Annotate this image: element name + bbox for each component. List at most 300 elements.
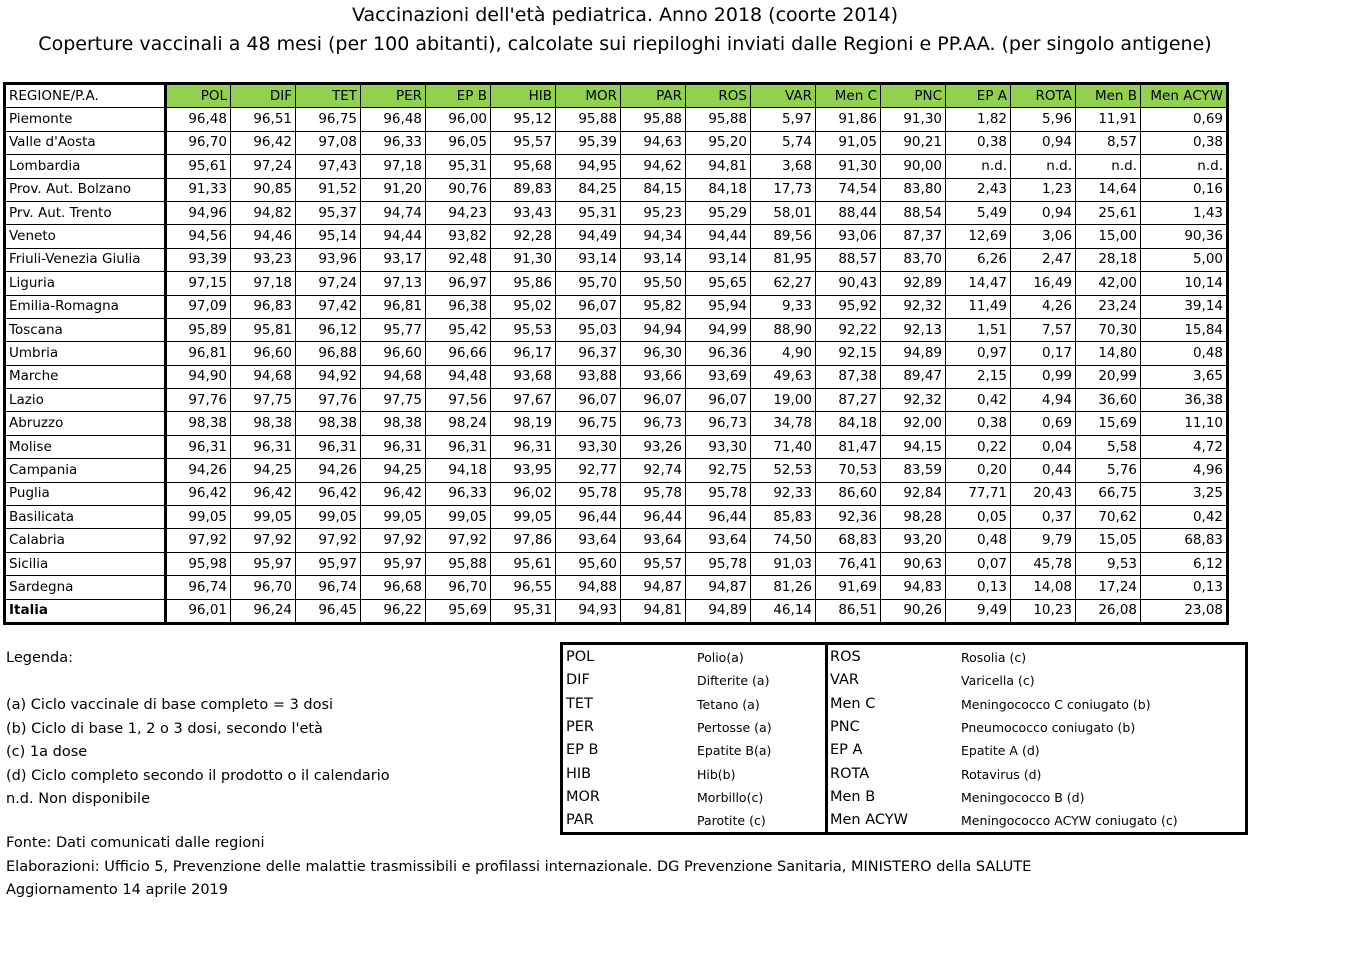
region-name-cell: Emilia-Romagna bbox=[5, 295, 166, 318]
coverage-cell: 97,13 bbox=[361, 272, 426, 295]
legend-abbreviation: POL bbox=[566, 649, 595, 665]
coverage-cell: 94,87 bbox=[686, 576, 751, 599]
coverage-cell: 95,57 bbox=[491, 131, 556, 154]
coverage-cell: 93,64 bbox=[556, 529, 621, 552]
coverage-cell: 0,17 bbox=[1011, 342, 1076, 365]
coverage-cell: 96,51 bbox=[231, 108, 296, 131]
legend-description: Morbillo(c) bbox=[697, 789, 764, 805]
coverage-cell: 93,95 bbox=[491, 459, 556, 482]
coverage-cell: 96,01 bbox=[166, 599, 231, 623]
coverage-cell: 15,84 bbox=[1141, 318, 1228, 341]
table-row bbox=[5, 272, 1228, 295]
coverage-cell: 96,31 bbox=[426, 435, 491, 458]
column-header: VAR bbox=[751, 84, 816, 108]
coverage-cell: 83,70 bbox=[881, 248, 946, 271]
coverage-cell: 17,24 bbox=[1076, 576, 1141, 599]
coverage-cell: 87,37 bbox=[881, 225, 946, 248]
coverage-cell: 28,18 bbox=[1076, 248, 1141, 271]
coverage-cell: 93,23 bbox=[231, 248, 296, 271]
coverage-cell: 94,89 bbox=[881, 342, 946, 365]
table-row bbox=[5, 342, 1228, 365]
coverage-cell: 0,97 bbox=[946, 342, 1011, 365]
coverage-cell: 3,25 bbox=[1141, 482, 1228, 505]
coverage-cell: 88,54 bbox=[881, 201, 946, 224]
coverage-cell: n.d. bbox=[1141, 155, 1228, 178]
coverage-cell: 95,89 bbox=[166, 318, 231, 341]
coverage-cell: 83,59 bbox=[881, 459, 946, 482]
legend-note: (d) Ciclo completo secondo il prodotto o il calendario bbox=[6, 767, 390, 784]
column-header: ROTA bbox=[1011, 84, 1076, 108]
region-name-cell: Valle d'Aosta bbox=[5, 131, 166, 154]
coverage-cell: 0,94 bbox=[1011, 201, 1076, 224]
region-name-cell: Veneto bbox=[5, 225, 166, 248]
coverage-cell: 94,25 bbox=[361, 459, 426, 482]
legend-abbreviation: TET bbox=[566, 695, 593, 712]
legend-description: Hib(b) bbox=[697, 766, 736, 782]
coverage-cell: 97,08 bbox=[296, 131, 361, 154]
coverage-cell: 96,31 bbox=[166, 435, 231, 458]
coverage-cell: 97,18 bbox=[231, 272, 296, 295]
column-header: MOR bbox=[556, 84, 621, 108]
coverage-cell: 97,75 bbox=[231, 389, 296, 412]
legend-description: Meningococco ACYW coniugato (c) bbox=[961, 813, 1178, 829]
coverage-cell: 91,30 bbox=[881, 108, 946, 131]
coverage-cell: 93,82 bbox=[426, 225, 491, 248]
coverage-cell: 5,97 bbox=[751, 108, 816, 131]
coverage-cell: 7,57 bbox=[1011, 318, 1076, 341]
coverage-cell: 87,27 bbox=[816, 389, 881, 412]
coverage-cell: 97,24 bbox=[231, 155, 296, 178]
coverage-cell: 94,88 bbox=[556, 576, 621, 599]
column-header: REGIONE/P.A. bbox=[5, 84, 166, 108]
coverage-cell: 0,42 bbox=[946, 389, 1011, 412]
coverage-cell: 94,44 bbox=[361, 225, 426, 248]
coverage-cell: 94,44 bbox=[686, 225, 751, 248]
coverage-cell: 96,37 bbox=[556, 342, 621, 365]
coverage-cell: 5,76 bbox=[1076, 459, 1141, 482]
coverage-cell: 11,49 bbox=[946, 295, 1011, 318]
coverage-cell: 95,88 bbox=[621, 108, 686, 131]
coverage-cell: 95,61 bbox=[166, 155, 231, 178]
legend-abbreviation: PNC bbox=[830, 718, 860, 735]
coverage-cell: 96,60 bbox=[361, 342, 426, 365]
coverage-cell: 0,69 bbox=[1011, 412, 1076, 435]
coverage-cell: 93,26 bbox=[621, 435, 686, 458]
region-name-cell: Piemonte bbox=[5, 108, 166, 131]
coverage-cell: 96,73 bbox=[621, 412, 686, 435]
legend-abbreviation: DIF bbox=[566, 672, 590, 689]
table-row bbox=[5, 248, 1228, 271]
footer-line: Fonte: Dati comunicati dalle regioni bbox=[6, 835, 265, 851]
coverage-cell: 15,69 bbox=[1076, 412, 1141, 435]
coverage-cell: 92,36 bbox=[816, 506, 881, 529]
coverage-cell: 91,20 bbox=[361, 178, 426, 201]
coverage-cell: 58,01 bbox=[751, 201, 816, 224]
coverage-cell: 96,75 bbox=[556, 412, 621, 435]
coverage-cell: 95,53 bbox=[491, 318, 556, 341]
coverage-cell: 99,05 bbox=[491, 506, 556, 529]
region-name-cell: Toscana bbox=[5, 318, 166, 341]
coverage-cell: 92,33 bbox=[751, 482, 816, 505]
legend-abbreviation: EP A bbox=[830, 742, 863, 759]
legend-description: Polio(a) bbox=[697, 650, 744, 665]
coverage-cell: 96,83 bbox=[231, 295, 296, 318]
coverage-cell: 90,26 bbox=[881, 599, 946, 623]
coverage-cell: 97,15 bbox=[166, 272, 231, 295]
coverage-cell: 90,63 bbox=[881, 552, 946, 575]
coverage-cell: 96,70 bbox=[426, 576, 491, 599]
coverage-cell: 36,38 bbox=[1141, 389, 1228, 412]
coverage-cell: 94,92 bbox=[296, 365, 361, 388]
legend-box bbox=[560, 642, 1248, 835]
coverage-cell: 96,70 bbox=[231, 576, 296, 599]
table-row bbox=[5, 576, 1228, 599]
coverage-cell: 96,44 bbox=[686, 506, 751, 529]
legend-abbreviation: PER bbox=[566, 718, 594, 735]
legend-description: Varicella (c) bbox=[961, 673, 1035, 689]
coverage-cell: 81,95 bbox=[751, 248, 816, 271]
coverage-cell: 95,29 bbox=[686, 201, 751, 224]
coverage-cell: 4,72 bbox=[1141, 435, 1228, 458]
coverage-cell: 94,99 bbox=[686, 318, 751, 341]
column-header: PNC bbox=[881, 84, 946, 108]
legend-description: Pneumococco coniugato (b) bbox=[961, 719, 1136, 735]
coverage-cell: 9,49 bbox=[946, 599, 1011, 623]
coverage-cell: 96,42 bbox=[231, 131, 296, 154]
legend-description: Rosolia (c) bbox=[961, 650, 1027, 665]
coverage-cell: 0,99 bbox=[1011, 365, 1076, 388]
coverage-cell: 95,68 bbox=[491, 155, 556, 178]
coverage-cell: 84,18 bbox=[816, 412, 881, 435]
legend-abbreviation: Men C bbox=[830, 695, 876, 712]
coverage-cell: 16,49 bbox=[1011, 272, 1076, 295]
coverage-cell: 1,51 bbox=[946, 318, 1011, 341]
coverage-cell: 95,97 bbox=[361, 552, 426, 575]
coverage-cell: 2,47 bbox=[1011, 248, 1076, 271]
coverage-cell: 97,76 bbox=[296, 389, 361, 412]
coverage-cell: 94,46 bbox=[231, 225, 296, 248]
coverage-cell: 95,69 bbox=[426, 599, 491, 623]
coverage-cell: 90,36 bbox=[1141, 225, 1228, 248]
legend-note: (a) Ciclo vaccinale di base completo = 3 dosi bbox=[6, 697, 334, 713]
coverage-cell: 9,53 bbox=[1076, 552, 1141, 575]
coverage-cell: 77,71 bbox=[946, 482, 1011, 505]
coverage-cell: 92,74 bbox=[621, 459, 686, 482]
coverage-cell: 94,68 bbox=[231, 365, 296, 388]
coverage-cell: 96,44 bbox=[556, 506, 621, 529]
coverage-cell: 83,80 bbox=[881, 178, 946, 201]
coverage-cell: 11,10 bbox=[1141, 412, 1228, 435]
table-row bbox=[5, 155, 1228, 178]
coverage-cell: 97,42 bbox=[296, 295, 361, 318]
coverage-cell: 14,64 bbox=[1076, 178, 1141, 201]
coverage-cell: 93,14 bbox=[686, 248, 751, 271]
coverage-cell: 91,30 bbox=[816, 155, 881, 178]
coverage-cell: 19,00 bbox=[751, 389, 816, 412]
coverage-cell: 95,31 bbox=[426, 155, 491, 178]
coverage-cell: 9,79 bbox=[1011, 529, 1076, 552]
region-name-cell: Molise bbox=[5, 435, 166, 458]
coverage-cell: 95,86 bbox=[491, 272, 556, 295]
coverage-cell: 95,92 bbox=[816, 295, 881, 318]
coverage-cell: 3,65 bbox=[1141, 365, 1228, 388]
coverage-cell: 8,57 bbox=[1076, 131, 1141, 154]
coverage-cell: 93,66 bbox=[621, 365, 686, 388]
coverage-cell: 94,62 bbox=[621, 155, 686, 178]
coverage-cell: 94,87 bbox=[621, 576, 686, 599]
coverage-cell: 97,92 bbox=[166, 529, 231, 552]
coverage-cell: 93,64 bbox=[621, 529, 686, 552]
coverage-cell: 49,63 bbox=[751, 365, 816, 388]
coverage-cell: 96,60 bbox=[231, 342, 296, 365]
column-header: ROS bbox=[686, 84, 751, 108]
coverage-cell: 0,20 bbox=[946, 459, 1011, 482]
legend-description: Epatite B(a) bbox=[697, 743, 772, 759]
coverage-cell: 96,07 bbox=[621, 389, 686, 412]
coverage-cell: 96,75 bbox=[296, 108, 361, 131]
coverage-cell: 89,83 bbox=[491, 178, 556, 201]
coverage-cell: 95,78 bbox=[621, 482, 686, 505]
legend-abbreviation: Men B bbox=[830, 788, 876, 805]
coverage-cell: 96,42 bbox=[166, 482, 231, 505]
coverage-cell: 10,23 bbox=[1011, 599, 1076, 623]
region-name-cell: Marche bbox=[5, 365, 166, 388]
coverage-cell: 90,76 bbox=[426, 178, 491, 201]
legend-title: Legenda: bbox=[6, 650, 74, 666]
coverage-cell: 98,28 bbox=[881, 506, 946, 529]
coverage-cell: 81,47 bbox=[816, 435, 881, 458]
coverage-cell: 10,14 bbox=[1141, 272, 1228, 295]
coverage-cell: 99,05 bbox=[361, 506, 426, 529]
coverage-cell: 86,51 bbox=[816, 599, 881, 623]
coverage-cell: 96,36 bbox=[686, 342, 751, 365]
coverage-cell: 94,90 bbox=[166, 365, 231, 388]
coverage-cell: 98,38 bbox=[166, 412, 231, 435]
column-header: Men C bbox=[816, 84, 881, 108]
column-header: EP B bbox=[426, 84, 491, 108]
coverage-cell: 96,74 bbox=[296, 576, 361, 599]
coverage-cell: 96,48 bbox=[166, 108, 231, 131]
coverage-cell: 0,13 bbox=[946, 576, 1011, 599]
coverage-cell: 95,78 bbox=[686, 552, 751, 575]
coverage-cell: 96,30 bbox=[621, 342, 686, 365]
coverage-cell: 95,88 bbox=[556, 108, 621, 131]
coverage-cell: 93,14 bbox=[621, 248, 686, 271]
coverage-cell: 93,96 bbox=[296, 248, 361, 271]
table-row bbox=[5, 225, 1228, 248]
region-name-cell: Prv. Aut. Trento bbox=[5, 201, 166, 224]
coverage-cell: 96,42 bbox=[296, 482, 361, 505]
coverage-cell: 96,74 bbox=[166, 576, 231, 599]
coverage-cell: 96,07 bbox=[556, 295, 621, 318]
coverage-cell: 97,24 bbox=[296, 272, 361, 295]
coverage-cell: 96,70 bbox=[166, 131, 231, 154]
coverage-cell: 95,37 bbox=[296, 201, 361, 224]
legend-abbreviation: HIB bbox=[566, 765, 592, 782]
coverage-cell: 93,17 bbox=[361, 248, 426, 271]
coverage-cell: 0,48 bbox=[1141, 342, 1228, 365]
coverage-cell: n.d. bbox=[946, 155, 1011, 178]
table-row bbox=[5, 108, 1228, 131]
coverage-cell: 96,05 bbox=[426, 131, 491, 154]
coverage-cell: 74,50 bbox=[751, 529, 816, 552]
region-name-cell: Abruzzo bbox=[5, 412, 166, 435]
region-name-cell: Sicilia bbox=[5, 552, 166, 575]
coverage-cell: 0,44 bbox=[1011, 459, 1076, 482]
coverage-cell: 95,78 bbox=[556, 482, 621, 505]
coverage-cell: 39,14 bbox=[1141, 295, 1228, 318]
coverage-cell: 94,93 bbox=[556, 599, 621, 623]
coverage-cell: 96,31 bbox=[231, 435, 296, 458]
coverage-cell: 90,43 bbox=[816, 272, 881, 295]
coverage-cell: 93,20 bbox=[881, 529, 946, 552]
legend-description: Parotite (c) bbox=[697, 813, 766, 829]
coverage-cell: 98,24 bbox=[426, 412, 491, 435]
coverage-cell: 3,68 bbox=[751, 155, 816, 178]
coverage-cell: 70,53 bbox=[816, 459, 881, 482]
coverage-cell: 15,05 bbox=[1076, 529, 1141, 552]
coverage-cell: 96,31 bbox=[361, 435, 426, 458]
coverage-cell: 94,18 bbox=[426, 459, 491, 482]
table-header-row bbox=[5, 84, 1228, 108]
coverage-cell: 97,92 bbox=[426, 529, 491, 552]
legend-abbreviation: MOR bbox=[566, 788, 600, 805]
coverage-cell: 96,81 bbox=[166, 342, 231, 365]
coverage-cell: 96,48 bbox=[361, 108, 426, 131]
coverage-cell: 92,15 bbox=[816, 342, 881, 365]
column-header: PER bbox=[361, 84, 426, 108]
table-row bbox=[5, 506, 1228, 529]
coverage-cell: 84,25 bbox=[556, 178, 621, 201]
legend-description: Difterite (a) bbox=[697, 673, 770, 689]
coverage-cell: 6,26 bbox=[946, 248, 1011, 271]
coverage-cell: 92,89 bbox=[881, 272, 946, 295]
coverage-cell: 45,78 bbox=[1011, 552, 1076, 575]
coverage-cell: 14,80 bbox=[1076, 342, 1141, 365]
coverage-cell: 93,30 bbox=[686, 435, 751, 458]
table-row bbox=[5, 295, 1228, 318]
coverage-cell: 96,00 bbox=[426, 108, 491, 131]
coverage-cell: 96,68 bbox=[361, 576, 426, 599]
region-name-cell: Calabria bbox=[5, 529, 166, 552]
coverage-cell: 0,22 bbox=[946, 435, 1011, 458]
coverage-cell: 97,92 bbox=[361, 529, 426, 552]
table-row bbox=[5, 389, 1228, 412]
coverage-cell: 88,44 bbox=[816, 201, 881, 224]
coverage-cell: 95,20 bbox=[686, 131, 751, 154]
coverage-cell: 91,52 bbox=[296, 178, 361, 201]
table-row bbox=[5, 201, 1228, 224]
legend-note: (b) Ciclo di base 1, 2 o 3 dosi, secondo l'età bbox=[6, 720, 323, 737]
coverage-cell: 94,95 bbox=[556, 155, 621, 178]
legend-description: Meningococco C coniugato (b) bbox=[961, 696, 1151, 712]
coverage-cell: 95,97 bbox=[231, 552, 296, 575]
region-name-cell: Puglia bbox=[5, 482, 166, 505]
coverage-cell: 11,91 bbox=[1076, 108, 1141, 131]
coverage-cell: 95,31 bbox=[556, 201, 621, 224]
coverage-cell: 93,14 bbox=[556, 248, 621, 271]
coverage-cell: 20,43 bbox=[1011, 482, 1076, 505]
coverage-cell: 0,94 bbox=[1011, 131, 1076, 154]
region-name-cell: Italia bbox=[5, 599, 166, 623]
legend-abbreviation: Men ACYW bbox=[830, 812, 908, 829]
coverage-cell: 92,75 bbox=[686, 459, 751, 482]
coverage-cell: 0,07 bbox=[946, 552, 1011, 575]
coverage-cell: 93,64 bbox=[686, 529, 751, 552]
coverage-cell: 5,00 bbox=[1141, 248, 1228, 271]
coverage-cell: 42,00 bbox=[1076, 272, 1141, 295]
region-name-cell: Basilicata bbox=[5, 506, 166, 529]
coverage-cell: 90,85 bbox=[231, 178, 296, 201]
coverage-cell: 94,49 bbox=[556, 225, 621, 248]
coverage-cell: 70,30 bbox=[1076, 318, 1141, 341]
coverage-cell: 94,56 bbox=[166, 225, 231, 248]
coverage-cell: 93,06 bbox=[816, 225, 881, 248]
coverage-cell: 95,88 bbox=[686, 108, 751, 131]
coverage-cell: 0,69 bbox=[1141, 108, 1228, 131]
coverage-cell: 95,42 bbox=[426, 318, 491, 341]
table-row bbox=[5, 552, 1228, 575]
total-row bbox=[5, 599, 1228, 623]
coverage-cell: 96,02 bbox=[491, 482, 556, 505]
coverage-cell: 95,14 bbox=[296, 225, 361, 248]
coverage-cell: 96,45 bbox=[296, 599, 361, 623]
coverage-cell: n.d. bbox=[1076, 155, 1141, 178]
column-header: EP A bbox=[946, 84, 1011, 108]
legend-abbreviation: VAR bbox=[830, 672, 859, 689]
coverage-cell: 87,38 bbox=[816, 365, 881, 388]
coverage-cell: 0,42 bbox=[1141, 506, 1228, 529]
coverage-cell: 96,55 bbox=[491, 576, 556, 599]
coverage-cell: 96,38 bbox=[426, 295, 491, 318]
column-header: POL bbox=[166, 84, 231, 108]
coverage-cell: 99,05 bbox=[166, 506, 231, 529]
legend-description: Epatite A (d) bbox=[961, 743, 1040, 759]
table-row bbox=[5, 459, 1228, 482]
coverage-cell: 95,03 bbox=[556, 318, 621, 341]
coverage-cell: 2,15 bbox=[946, 365, 1011, 388]
coverage-cell: 95,23 bbox=[621, 201, 686, 224]
coverage-cell: 96,81 bbox=[361, 295, 426, 318]
coverage-cell: 52,53 bbox=[751, 459, 816, 482]
coverage-cell: 94,26 bbox=[166, 459, 231, 482]
coverage-cell: 14,08 bbox=[1011, 576, 1076, 599]
footer-notes bbox=[6, 832, 1031, 903]
legend-description: Pertosse (a) bbox=[697, 719, 772, 735]
coverage-cell: 97,86 bbox=[491, 529, 556, 552]
coverage-cell: 91,05 bbox=[816, 131, 881, 154]
footer-line: Aggiornamento 14 aprile 2019 bbox=[6, 882, 229, 898]
legend-abbreviation: ROTA bbox=[830, 765, 870, 782]
coverage-cell: n.d. bbox=[1011, 155, 1076, 178]
coverage-cell: 96,42 bbox=[361, 482, 426, 505]
page-title: Vaccinazioni dell'età pediatrica. Anno 2018 (coorte 2014) bbox=[351, 4, 899, 26]
coverage-cell: 26,08 bbox=[1076, 599, 1141, 623]
coverage-cell: 93,68 bbox=[491, 365, 556, 388]
coverage-cell: 98,38 bbox=[231, 412, 296, 435]
legend-note: n.d. Non disponibile bbox=[6, 791, 151, 807]
legend-abbreviation: ROS bbox=[830, 649, 861, 665]
coverage-cell: 94,25 bbox=[231, 459, 296, 482]
region-name-cell: Friuli-Venezia Giulia bbox=[5, 248, 166, 271]
coverage-cell: 86,60 bbox=[816, 482, 881, 505]
column-header: Men B bbox=[1076, 84, 1141, 108]
coverage-cell: 98,38 bbox=[361, 412, 426, 435]
coverage-cell: 0,16 bbox=[1141, 178, 1228, 201]
coverage-table bbox=[3, 82, 1229, 625]
column-header: PAR bbox=[621, 84, 686, 108]
coverage-cell: 93,30 bbox=[556, 435, 621, 458]
